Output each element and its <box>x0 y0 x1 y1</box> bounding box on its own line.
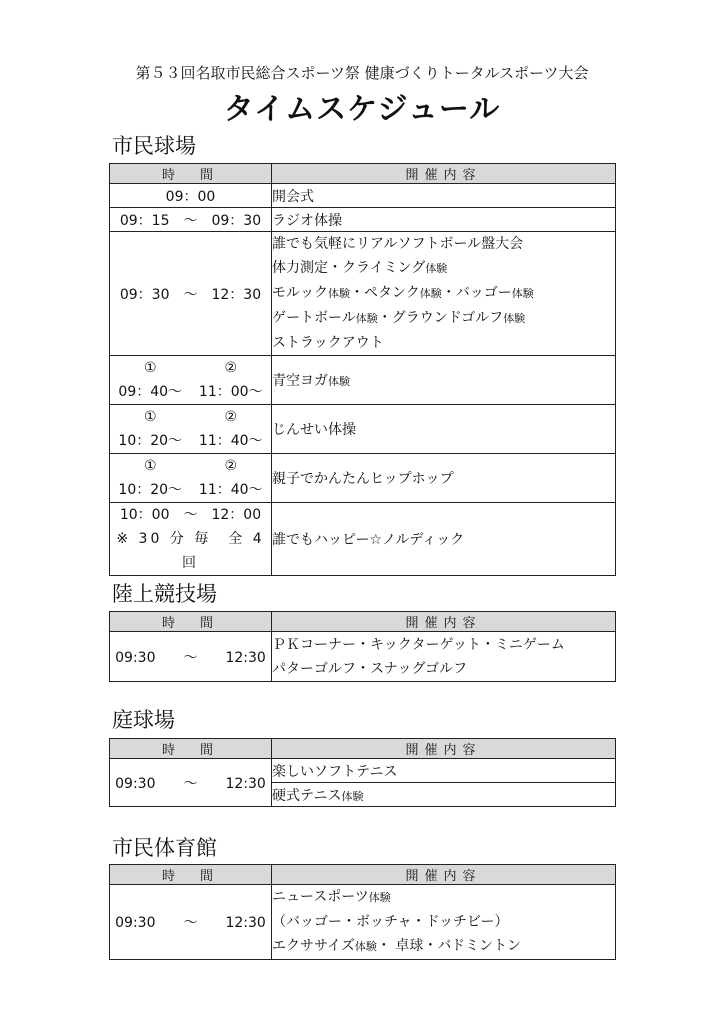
content-cell: ニュースポーツ体験 （バッゴー・ボッチャ・ドッチビー） エクササイズ体験・ 卓球・バドミントン <box>272 885 616 960</box>
venue-title: 陸上競技場 <box>112 582 217 606</box>
table-row <box>110 632 616 682</box>
content-cell: 親子でかんたんヒップホップ <box>272 454 616 503</box>
time-cell: 10：00 ～ 12：00 ※ 30 分 毎 全 4 回 <box>110 503 272 576</box>
note: ※ 30 分 毎 全 4 回 <box>116 531 265 571</box>
content-cell: じんせい体操 <box>272 405 616 454</box>
time-cell: 09:30 ～ 12:30 <box>110 632 272 682</box>
time-cell: 09：30 ～ 12：30 <box>110 232 272 356</box>
content-header: 開催内容 <box>272 739 616 759</box>
content-cell: 硬式テニス体験 <box>272 783 616 807</box>
time-header: 時 間 <box>110 612 272 632</box>
content-line: 体力測定・クライミング体験 <box>272 260 448 276</box>
venue-title: 庭球場 <box>112 708 175 732</box>
content-cell: ラジオ体操 <box>272 208 616 232</box>
content-cell <box>272 232 616 356</box>
event-subtitle: 第５３回名取市民総合スポーツ祭 健康づくりトータルスポーツ大会 <box>135 64 589 82</box>
content-cell: 誰でもハッピー☆ノルディック <box>272 503 616 576</box>
table-row <box>110 885 616 960</box>
time-header: 時 間 <box>110 865 272 885</box>
time-cell: 09:30 ～ 12:30 <box>110 759 272 807</box>
time-cell: ① ② 09：40～ 11：00～ <box>110 356 272 405</box>
content-header: 開催内容 <box>272 164 616 184</box>
time-cell: 09：15 ～ 09：30 <box>110 208 272 232</box>
schedule-table <box>109 738 616 807</box>
table-row <box>110 208 616 232</box>
content-header: 開催内容 <box>272 612 616 632</box>
time-header: 時 間 <box>110 164 272 184</box>
table-row <box>110 454 616 503</box>
table-row <box>110 405 616 454</box>
content-cell: ＰＫコーナー・キックターゲット・ミニゲーム パターゴルフ・スナッグゴルフ <box>272 632 616 682</box>
page-title: タイムスケジュール <box>223 92 501 127</box>
schedule-table <box>109 163 616 576</box>
time-cell: 09:30 ～ 12:30 <box>110 885 272 960</box>
table-row <box>110 356 616 405</box>
time-cell: ① ② 10：20～ 11：40～ <box>110 454 272 503</box>
table-row <box>110 759 616 783</box>
content-cell: 楽しいソフトテニス <box>272 759 616 783</box>
table-row <box>110 232 616 356</box>
content-line: ゲートボール体験・グラウンドゴルフ体験 <box>272 310 526 326</box>
content-cell: 開会式 <box>272 184 616 208</box>
schedule-table <box>109 611 616 682</box>
content-cell: 青空ヨガ体験 <box>272 356 616 405</box>
content-line: ストラックアウト <box>272 335 384 351</box>
content-line: 誰でも気軽にリアルソフトボール盤大会 <box>272 236 524 252</box>
content-line: モルック体験・ペタンク体験・バッゴー体験 <box>272 285 534 301</box>
schedule-table <box>109 864 616 960</box>
venue-title: 市民球場 <box>112 134 196 158</box>
time-cell: ① ② 10：20～ 11：40～ <box>110 405 272 454</box>
table-row <box>110 503 616 576</box>
venue-title: 市民体育館 <box>112 836 217 860</box>
time-header: 時 間 <box>110 739 272 759</box>
table-row <box>110 184 616 208</box>
content-header: 開催内容 <box>272 865 616 885</box>
time-cell: 09：00 <box>110 184 272 208</box>
